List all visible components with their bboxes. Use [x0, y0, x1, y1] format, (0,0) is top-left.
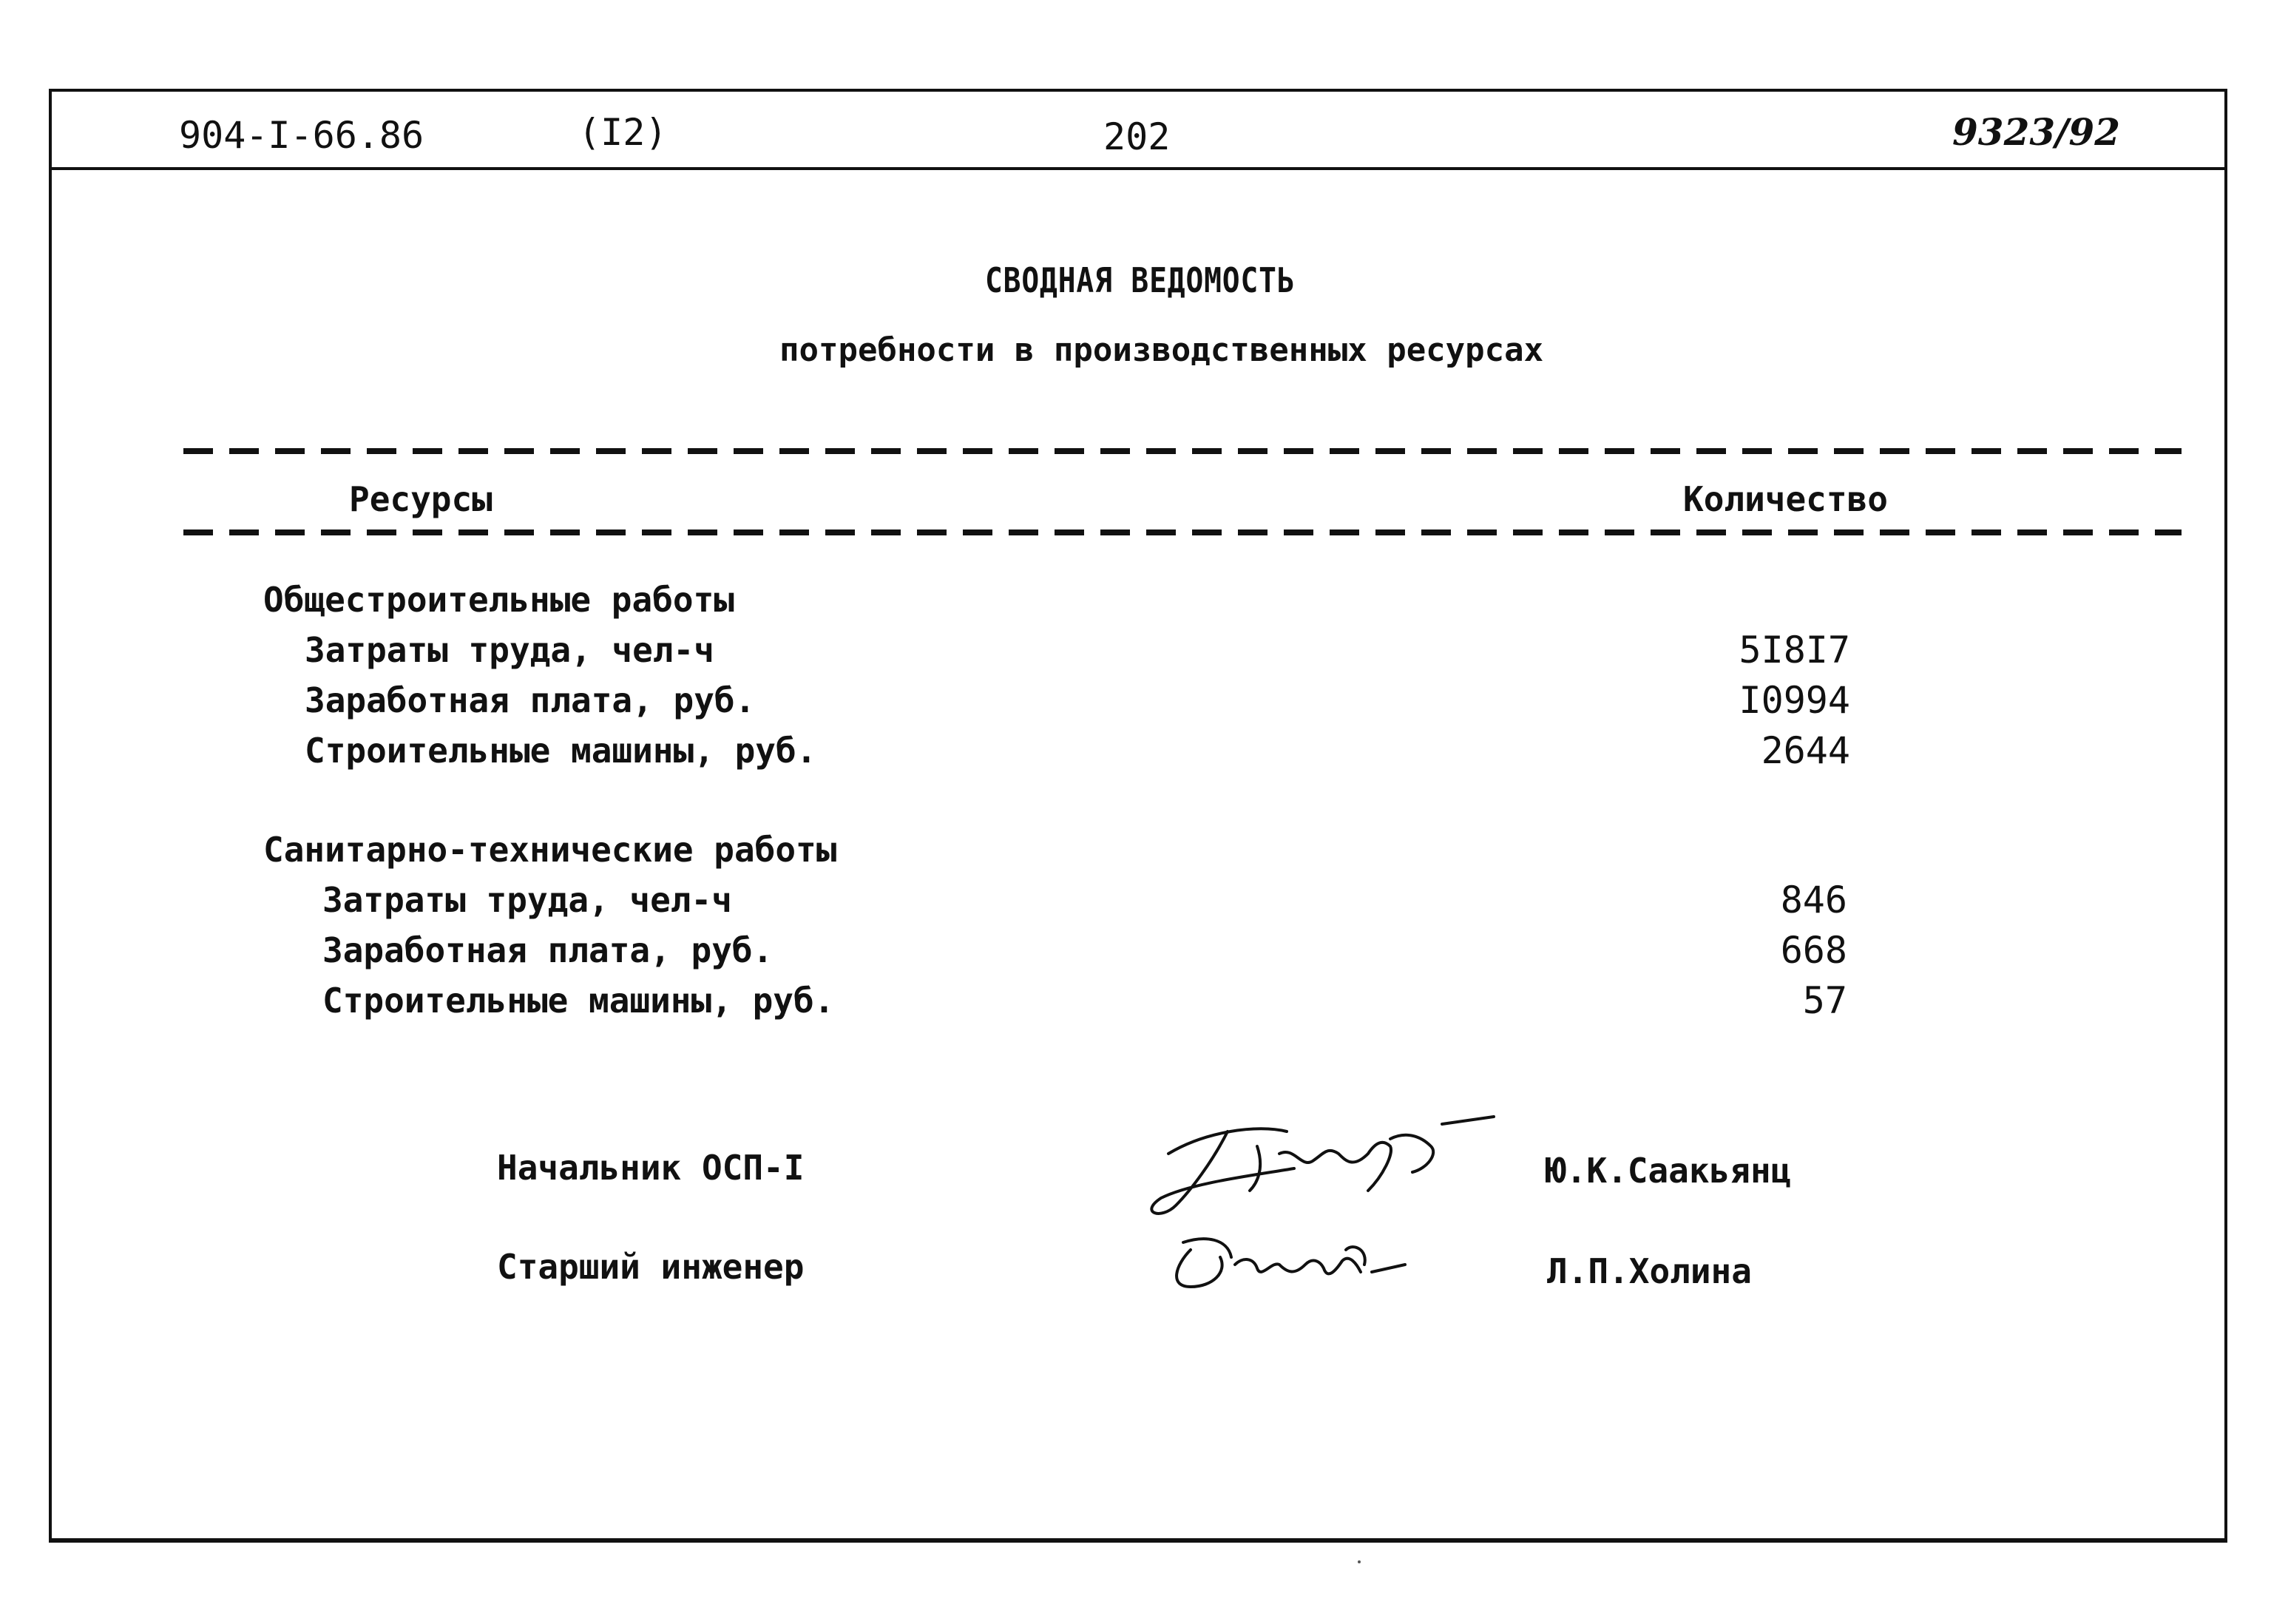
- registration-number: 9323/92: [1952, 110, 2121, 154]
- signatory-name: Ю.К.Саакьянц: [1546, 1151, 1792, 1191]
- document-frame: [49, 89, 2227, 1543]
- section-title-sanitary-works: Санитарно-технические работы: [263, 830, 837, 870]
- signatory-position: Старший инженер: [497, 1247, 805, 1287]
- scan-speck: [1358, 1560, 1361, 1563]
- row-label: Строительные машины, руб.: [305, 731, 817, 771]
- signatory-position: Начальник ОСП-I: [497, 1148, 805, 1188]
- part-number: (I2): [578, 111, 668, 154]
- document-code: 904-I-66.86: [179, 114, 424, 157]
- handwritten-signature: [1161, 1220, 1412, 1302]
- document-subtitle: потребности в производственных ресурсах: [779, 331, 1544, 369]
- handwritten-signature: [1146, 1102, 1501, 1228]
- row-value: 2644: [1761, 729, 1850, 772]
- header-divider: [52, 167, 2227, 170]
- row-value: 846: [1780, 879, 1847, 921]
- table-top-rule: [183, 448, 2182, 454]
- row-value: I0994: [1739, 679, 1850, 722]
- row-label: Заработная плата, руб.: [305, 680, 756, 720]
- document-title: СВОДНАЯ ВЕДОМОСТЬ: [985, 260, 1296, 300]
- section-title-general-construction: Общестроительные работы: [263, 580, 734, 620]
- row-label: Затраты труда, чел-ч: [322, 880, 732, 920]
- row-label: Заработная плата, руб.: [322, 930, 774, 970]
- column-header-quantity: Количество: [1683, 479, 1888, 519]
- row-label: Затраты труда, чел-ч: [305, 630, 714, 670]
- column-header-resources: Ресурсы: [349, 479, 493, 519]
- row-value: 668: [1780, 929, 1847, 972]
- page-number: 202: [1103, 115, 1171, 158]
- signatory-name: Л.П.Холина: [1547, 1251, 1752, 1291]
- table-header-rule: [183, 530, 2182, 535]
- row-label: Строительные машины, руб.: [322, 981, 835, 1021]
- row-value: 57: [1802, 979, 1847, 1022]
- row-value: 5I8I7: [1739, 629, 1850, 671]
